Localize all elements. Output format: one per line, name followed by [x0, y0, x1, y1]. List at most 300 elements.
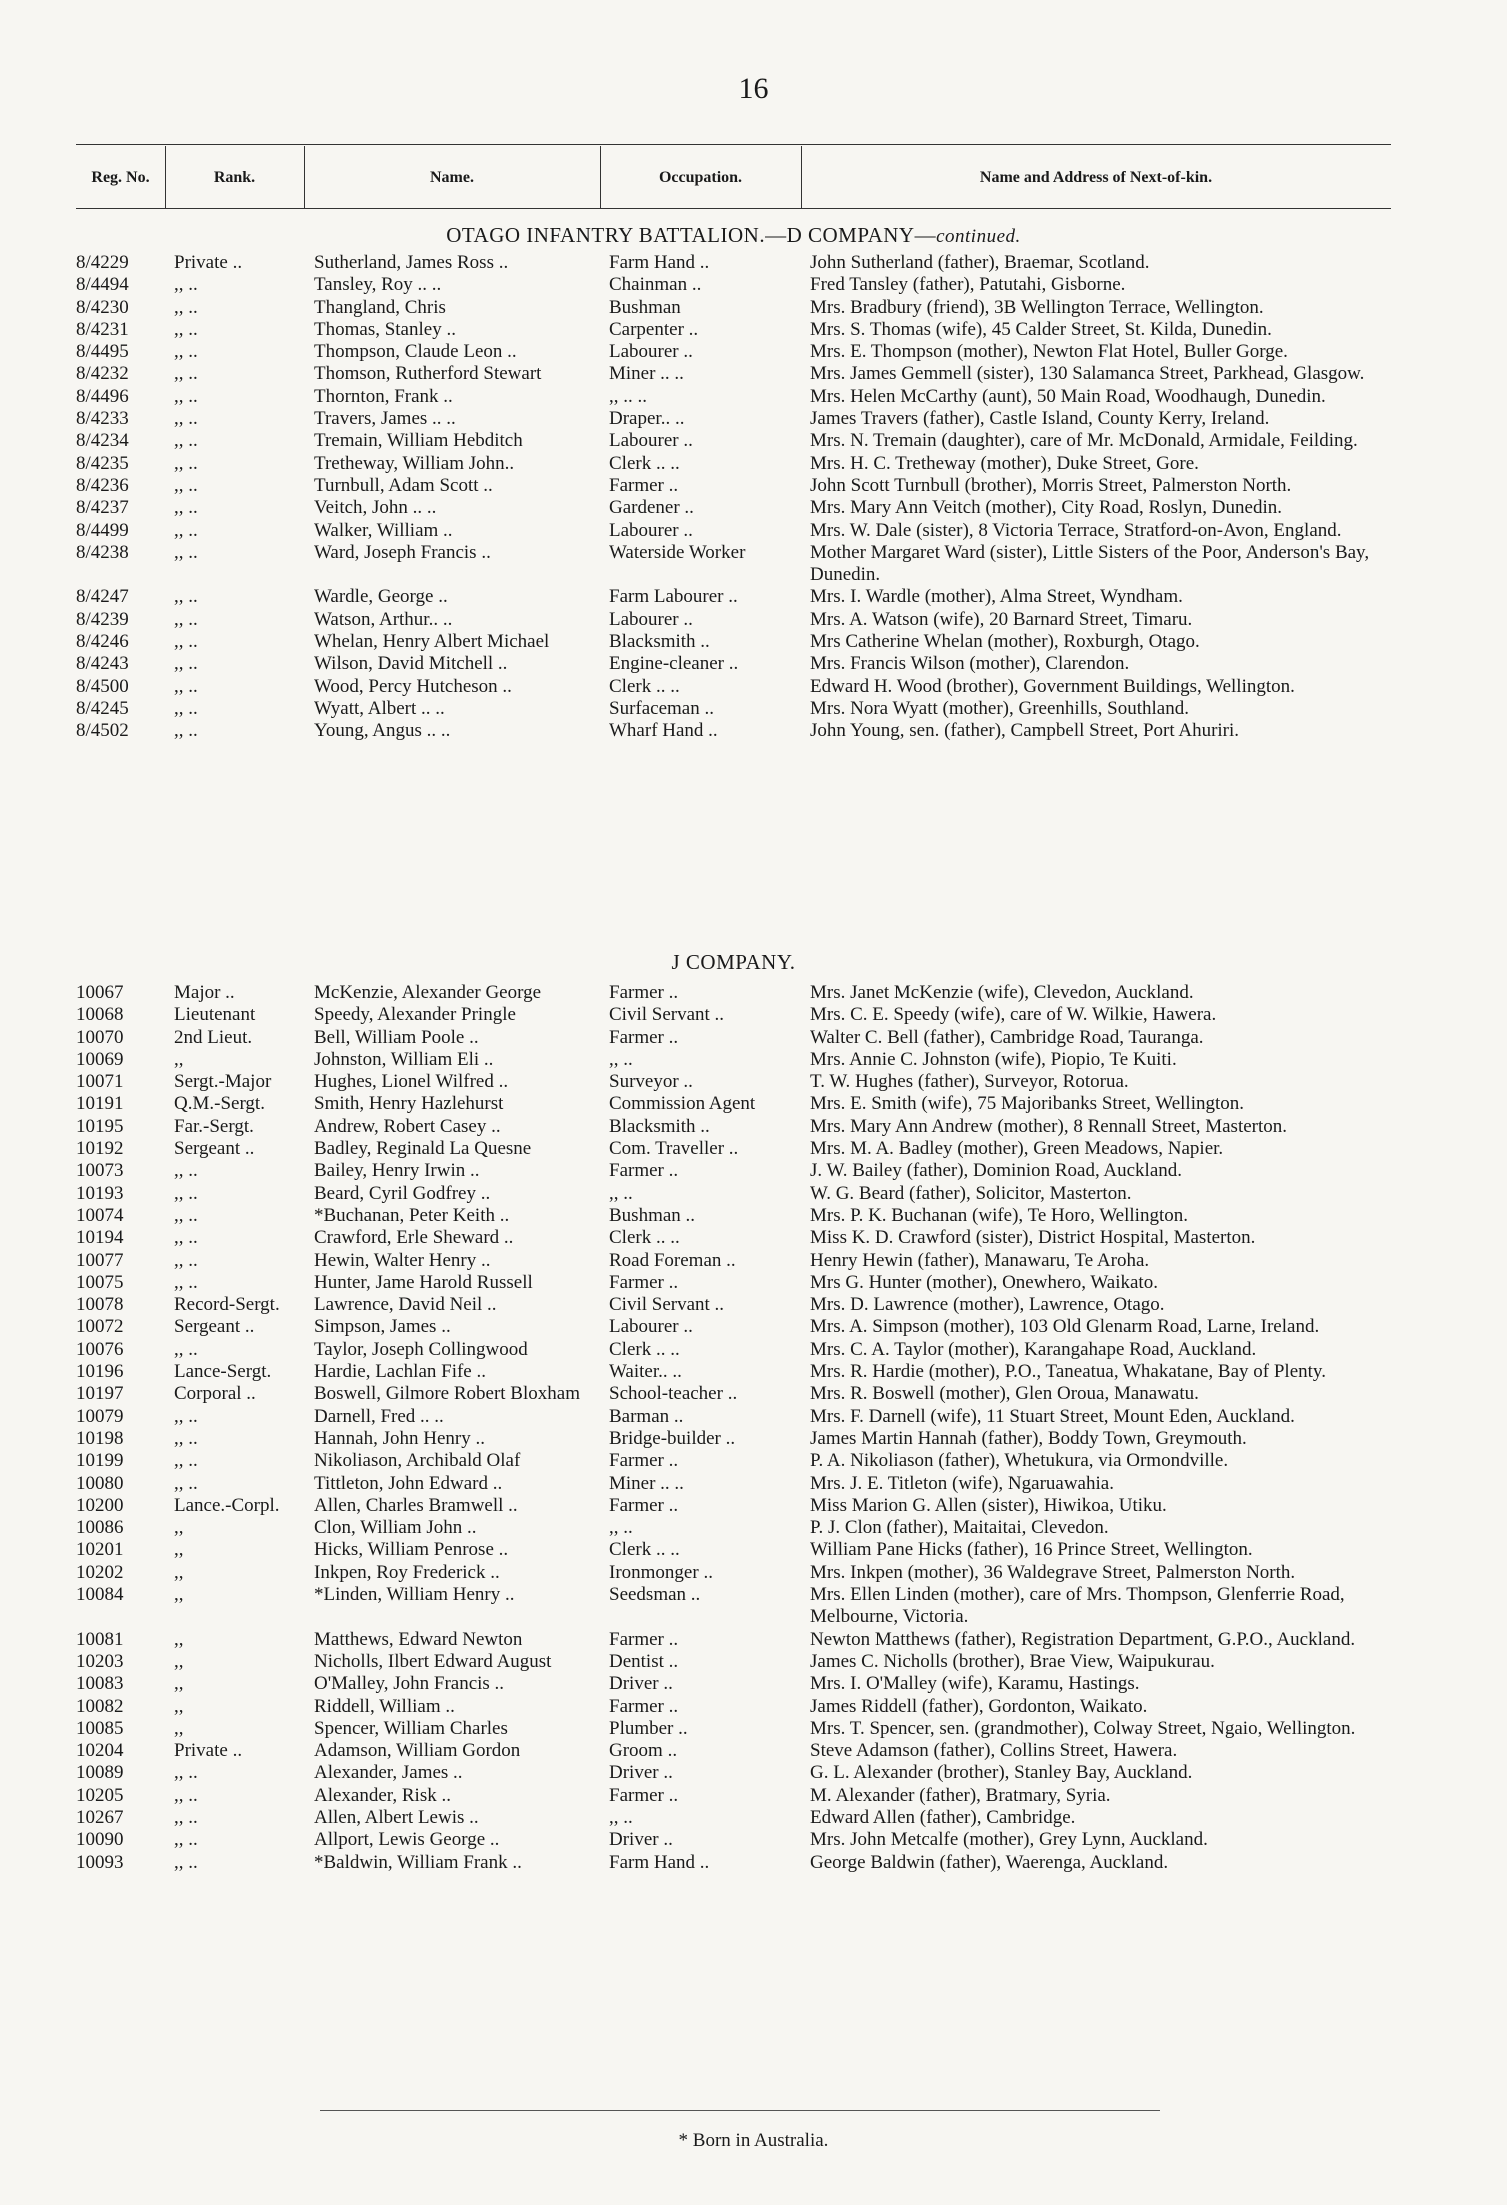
next-of-kin-cell: Mrs. Ellen Linden (mother), care of Mrs. Thompson, Glenferrie Road, Melbourne, Victoria. — [810, 1584, 1345, 1628]
name-cell: Thomas, Stanley .. — [314, 318, 456, 340]
table-row — [76, 1383, 1391, 1405]
occupation-cell: Carpenter .. — [609, 318, 699, 340]
name-cell: McKenzie, Alexander George — [314, 982, 542, 1003]
rank-cell: ,, .. — [174, 675, 198, 697]
section-title-j-company: J COMPANY. — [671, 950, 796, 974]
next-of-kin-cell: Mrs. H. C. Tretheway (mother), Duke Street, Gore. — [810, 452, 1199, 474]
rank-cell: ,, .. — [174, 1829, 198, 1851]
occupation-cell: Civil Servant .. — [609, 1294, 725, 1316]
reg-no-cell: 10200 — [76, 1494, 124, 1516]
table-row — [76, 363, 1391, 385]
name-cell: Simpson, James .. — [314, 1316, 451, 1338]
rank-cell: Sergt.-Major — [174, 1071, 272, 1093]
rank-cell: ,, .. — [174, 1427, 198, 1449]
name-cell: Taylor, Joseph Collingwood — [314, 1338, 528, 1360]
rank-cell: ,, .. — [174, 1204, 198, 1226]
occupation-cell: Dentist .. — [609, 1650, 679, 1672]
reg-no-cell: 8/4239 — [76, 608, 129, 630]
reg-no-cell: 10083 — [76, 1673, 124, 1695]
rank-cell: ,, .. — [174, 1784, 198, 1806]
rank-cell: ,, — [174, 1584, 184, 1606]
table-row — [76, 1696, 1391, 1718]
occupation-cell: Miner .. .. — [609, 363, 684, 385]
occupation-cell: Surfaceman .. — [609, 697, 714, 719]
table-row — [76, 609, 1391, 631]
rank-cell: ,, — [174, 1048, 184, 1070]
name-cell: Alexander, Risk .. — [314, 1784, 451, 1806]
reg-no-cell: 8/4235 — [76, 452, 129, 474]
table-row — [76, 319, 1391, 341]
name-cell: Tremain, William Hebditch — [314, 430, 523, 452]
next-of-kin-cell: Mrs. A. Simpson (mother), 103 Old Glenarm Road, Larne, Ireland. — [810, 1316, 1320, 1338]
occupation-cell: ,, .. — [609, 1806, 633, 1828]
reg-no-cell: 10079 — [76, 1405, 124, 1427]
table-row — [76, 1227, 1391, 1249]
name-cell: Boswell, Gilmore Robert Bloxham — [314, 1383, 580, 1405]
occupation-cell: Labourer .. — [609, 519, 693, 541]
occupation-cell: Labourer .. — [609, 430, 693, 452]
occupation-cell: Farmer .. — [609, 1450, 679, 1472]
name-cell: Hannah, John Henry .. — [314, 1427, 485, 1449]
next-of-kin-cell: John Scott Turnbull (brother), Morris Street, Palmerston North. — [810, 474, 1292, 496]
name-cell: Turnbull, Adam Scott .. — [314, 474, 493, 496]
reg-no-cell: 10070 — [76, 1026, 124, 1048]
table-row — [76, 1316, 1391, 1338]
name-cell: Adamson, William Gordon — [314, 1740, 521, 1762]
table-row — [76, 297, 1391, 319]
table-row — [76, 676, 1391, 698]
table-row — [76, 1027, 1391, 1049]
reg-no-cell: 10197 — [76, 1383, 124, 1405]
rank-cell: ,, — [174, 1561, 184, 1583]
section-title-text: OTAGO INFANTRY BATTALION.—D COMPANY— — [446, 223, 937, 247]
next-of-kin-cell: Mrs. C. E. Speedy (wife), care of W. Wilkie, Hawera. — [810, 1004, 1217, 1026]
occupation-cell: School-teacher .. — [609, 1383, 738, 1405]
name-cell: Allen, Albert Lewis .. — [314, 1806, 479, 1828]
next-of-kin-cell: James Travers (father), Castle Island, County Kerry, Ireland. — [810, 408, 1270, 430]
occupation-cell: Wharf Hand .. — [609, 720, 718, 742]
rank-cell: ,, .. — [174, 1271, 198, 1293]
next-of-kin-cell: Edward H. Wood (brother), Government Buildings, Wellington. — [810, 675, 1295, 697]
table-row — [76, 520, 1391, 542]
next-of-kin-cell: G. L. Alexander (brother), Stanley Bay, Auckland. — [810, 1762, 1193, 1784]
rank-cell: Major .. — [174, 982, 235, 1003]
next-of-kin-cell: William Pane Hicks (father), 16 Prince Street, Wellington. — [810, 1539, 1253, 1561]
reg-no-cell: 8/4243 — [76, 653, 129, 675]
occupation-cell: Farm Labourer .. — [609, 586, 738, 608]
next-of-kin-cell: T. W. Hughes (father), Surveyor, Rotorua. — [810, 1071, 1129, 1093]
next-of-kin-cell: J. W. Bailey (father), Dominion Road, Auckland. — [810, 1160, 1183, 1182]
next-of-kin-cell: Mrs. R. Hardie (mother), P.O., Taneatua, Whakatane, Bay of Plenty. — [810, 1361, 1326, 1383]
table-row — [76, 1339, 1391, 1361]
next-of-kin-cell: John Young, sen. (father), Campbell Street, Port Ahuriri. — [810, 720, 1240, 742]
table-row — [76, 542, 1391, 587]
rank-cell: ,, .. — [174, 1405, 198, 1427]
next-of-kin-cell: Mrs G. Hunter (mother), Onewhero, Waikato. — [810, 1271, 1158, 1293]
reg-no-cell: 10086 — [76, 1517, 124, 1539]
rank-cell: ,, .. — [174, 1851, 198, 1873]
occupation-cell: Clerk .. .. — [609, 1227, 680, 1249]
occupation-cell: Driver .. — [609, 1829, 673, 1851]
rank-cell: ,, .. — [174, 430, 198, 452]
occupation-cell: Bushman .. — [609, 1204, 696, 1226]
reg-no-cell: 10198 — [76, 1427, 124, 1449]
occupation-cell: Waterside Worker — [609, 541, 746, 563]
reg-no-cell: 8/4237 — [76, 497, 129, 519]
table-row — [76, 252, 1391, 274]
occupation-cell: Clerk .. .. — [609, 452, 680, 474]
occupation-cell: Barman .. — [609, 1405, 684, 1427]
table-row — [76, 430, 1391, 452]
reg-no-cell: 8/4233 — [76, 408, 129, 430]
name-cell: Crawford, Erle Sheward .. — [314, 1227, 514, 1249]
reg-no-cell: 8/4232 — [76, 363, 129, 385]
name-cell: Hughes, Lionel Wilfred .. — [314, 1071, 509, 1093]
reg-no-cell: 8/4234 — [76, 430, 129, 452]
next-of-kin-cell: Mrs. J. E. Titleton (wife), Ngaruawahia. — [810, 1472, 1114, 1494]
rank-cell: ,, .. — [174, 1762, 198, 1784]
reg-no-cell: 8/4246 — [76, 631, 129, 653]
section-title-d-company — [76, 223, 1391, 248]
table-row — [76, 1294, 1391, 1316]
next-of-kin-cell: Steve Adamson (father), Collins Street, Hawera. — [810, 1740, 1178, 1762]
occupation-cell: Blacksmith .. — [609, 631, 710, 653]
table-row — [76, 1116, 1391, 1138]
table-row — [76, 720, 1391, 742]
name-cell: Wood, Percy Hutcheson .. — [314, 675, 512, 697]
header-occupation: Occupation. — [658, 169, 743, 186]
rank-cell: Sergeant .. — [174, 1316, 255, 1338]
table-row — [76, 475, 1391, 497]
table-row — [76, 1762, 1391, 1784]
occupation-cell: Civil Servant .. — [609, 1004, 725, 1026]
table-row — [76, 982, 1391, 1004]
next-of-kin-cell: Fred Tansley (father), Patutahi, Gisborne. — [810, 274, 1126, 296]
name-cell: Inkpen, Roy Frederick .. — [314, 1561, 500, 1583]
reg-no-cell: 10078 — [76, 1294, 124, 1316]
occupation-cell: Farmer .. — [609, 474, 679, 496]
reg-no-cell: 8/4230 — [76, 296, 129, 318]
reg-no-cell: 8/4231 — [76, 318, 129, 340]
occupation-cell: Farmer .. — [609, 1628, 679, 1650]
occupation-cell: Farmer .. — [609, 1026, 679, 1048]
name-cell: Thomson, Rutherford Stewart — [314, 363, 542, 385]
rank-cell: ,, — [174, 1628, 184, 1650]
next-of-kin-cell: Mrs. Helen McCarthy (aunt), 50 Main Road, Woodhaugh, Dunedin. — [810, 385, 1326, 407]
reg-no-cell: 10202 — [76, 1561, 124, 1583]
occupation-cell: Clerk .. .. — [609, 675, 680, 697]
next-of-kin-cell: John Sutherland (father), Braemar, Scotland. — [810, 252, 1150, 273]
next-of-kin-cell: Mrs. N. Tremain (daughter), care of Mr. McDonald, Armidale, Feilding. — [810, 430, 1358, 452]
table-row — [76, 631, 1391, 653]
next-of-kin-cell: P. A. Nikoliason (father), Whetukura, via Ormondville. — [810, 1450, 1229, 1472]
rank-cell: ,, .. — [174, 608, 198, 630]
next-of-kin-cell: Mrs. P. K. Buchanan (wife), Te Horo, Wellington. — [810, 1204, 1188, 1226]
rank-cell: ,, .. — [174, 720, 198, 742]
reg-no-cell: 10204 — [76, 1740, 124, 1762]
rank-cell: ,, .. — [174, 697, 198, 719]
occupation-cell: Farm Hand .. — [609, 1851, 710, 1873]
occupation-cell: Driver .. — [609, 1762, 673, 1784]
occupation-cell: Draper.. .. — [609, 408, 685, 430]
name-cell: Thompson, Claude Leon .. — [314, 341, 517, 363]
name-cell: O'Malley, John Francis .. — [314, 1673, 505, 1695]
rank-cell: ,, — [174, 1539, 184, 1561]
rank-cell: ,, .. — [174, 586, 198, 608]
rank-cell: 2nd Lieut. — [174, 1026, 253, 1048]
occupation-cell: Farmer .. — [609, 1271, 679, 1293]
table-row — [76, 1450, 1391, 1472]
occupation-cell: Ironmonger .. — [609, 1561, 713, 1583]
rank-cell: ,, — [174, 1650, 184, 1672]
reg-no-cell: 10067 — [76, 982, 124, 1003]
table-row — [76, 1004, 1391, 1026]
name-cell: Tittleton, John Edward .. — [314, 1472, 503, 1494]
table-row — [76, 1272, 1391, 1294]
rank-cell: ,, .. — [174, 474, 198, 496]
next-of-kin-cell: Mrs. E. Thompson (mother), Newton Flat Hotel, Buller Gorge. — [810, 341, 1288, 363]
name-cell: Hewin, Walter Henry .. — [314, 1249, 491, 1271]
name-cell: Nicholls, Ilbert Edward August — [314, 1650, 552, 1672]
occupation-cell: Clerk .. .. — [609, 1338, 680, 1360]
next-of-kin-cell: Mrs. M. A. Badley (mother), Green Meadows, Napier. — [810, 1138, 1224, 1160]
occupation-cell: Bushman — [609, 296, 681, 318]
rank-cell: Lance.-Corpl. — [174, 1494, 280, 1516]
rank-cell: ,, .. — [174, 274, 198, 296]
name-cell: Nikoliason, Archibald Olaf — [314, 1450, 521, 1472]
reg-no-cell: 10192 — [76, 1138, 124, 1160]
rank-cell: Far.-Sergt. — [174, 1115, 254, 1137]
table-row — [76, 698, 1391, 720]
occupation-cell: ,, .. — [609, 1517, 633, 1539]
next-of-kin-cell: M. Alexander (father), Bratmary, Syria. — [810, 1784, 1111, 1806]
name-cell: Wilson, David Mitchell .. — [314, 653, 508, 675]
reg-no-cell: 10071 — [76, 1071, 124, 1093]
next-of-kin-cell: Miss Marion G. Allen (sister), Hiwikoa, Utiku. — [810, 1494, 1167, 1516]
table-row — [76, 1673, 1391, 1695]
rank-cell: ,, .. — [174, 631, 198, 653]
table-row — [76, 1718, 1391, 1740]
rank-cell: ,, .. — [174, 1338, 198, 1360]
next-of-kin-cell: Newton Matthews (father), Registration Department, G.P.O., Auckland. — [810, 1628, 1356, 1650]
reg-no-cell: 10205 — [76, 1784, 124, 1806]
occupation-cell: Waiter.. .. — [609, 1361, 682, 1383]
rank-cell: ,, — [174, 1673, 184, 1695]
d-company-table — [76, 252, 1391, 743]
reg-no-cell: 10082 — [76, 1695, 124, 1717]
reg-no-cell: 8/4245 — [76, 697, 129, 719]
reg-no-cell: 10085 — [76, 1717, 124, 1739]
table-row — [76, 1205, 1391, 1227]
header-reg-no: Reg. No. — [91, 169, 150, 186]
next-of-kin-cell: W. G. Beard (father), Solicitor, Masterton. — [810, 1182, 1132, 1204]
reg-no-cell: 10193 — [76, 1182, 124, 1204]
reg-no-cell: 10075 — [76, 1271, 124, 1293]
next-of-kin-cell: James C. Nicholls (brother), Brae View, Waipukurau. — [810, 1650, 1215, 1672]
occupation-cell: Farmer .. — [609, 1784, 679, 1806]
footnote-rule — [320, 2110, 1160, 2111]
reg-no-cell: 8/4500 — [76, 675, 129, 697]
rank-cell: ,, .. — [174, 1249, 198, 1271]
occupation-cell: Surveyor .. — [609, 1071, 693, 1093]
occupation-cell: Labourer .. — [609, 341, 693, 363]
occupation-cell: ,, .. .. — [609, 385, 647, 407]
occupation-cell: Bridge-builder .. — [609, 1427, 736, 1449]
name-cell: Thangland, Chris — [314, 296, 446, 318]
reg-no-cell: 8/4229 — [76, 252, 129, 273]
table-row — [76, 1138, 1391, 1160]
reg-no-cell: 10076 — [76, 1338, 124, 1360]
table-row — [76, 1852, 1391, 1874]
table-row — [76, 1629, 1391, 1651]
occupation-cell: Engine-cleaner .. — [609, 653, 739, 675]
table-row — [76, 408, 1391, 430]
table-row — [76, 1049, 1391, 1071]
name-cell: Ward, Joseph Francis .. — [314, 541, 491, 563]
table-row — [76, 1406, 1391, 1428]
name-cell: Young, Angus .. .. — [314, 720, 451, 742]
table-row — [76, 1740, 1391, 1762]
table-row — [76, 1562, 1391, 1584]
rank-cell: ,, .. — [174, 318, 198, 340]
occupation-cell: Farmer .. — [609, 1160, 679, 1182]
rank-cell: ,, .. — [174, 341, 198, 363]
reg-no-cell: 10089 — [76, 1762, 124, 1784]
table-row — [76, 1093, 1391, 1115]
name-cell: Alexander, James .. — [314, 1762, 463, 1784]
next-of-kin-cell: Mrs. I. Wardle (mother), Alma Street, Wyndham. — [810, 586, 1183, 608]
name-cell: Bailey, Henry Irwin .. — [314, 1160, 480, 1182]
table-row — [76, 1785, 1391, 1807]
rank-cell: Lieutenant — [174, 1004, 256, 1026]
reg-no-cell: 10093 — [76, 1851, 124, 1873]
next-of-kin-cell: Mrs. C. A. Taylor (mother), Karangahape Road, Auckland. — [810, 1338, 1257, 1360]
next-of-kin-cell: George Baldwin (father), Waerenga, Auckland. — [810, 1851, 1169, 1873]
header-top-rule — [76, 144, 1391, 145]
rank-cell: ,, .. — [174, 296, 198, 318]
table-row — [76, 1495, 1391, 1517]
name-cell: Darnell, Fred .. .. — [314, 1405, 444, 1427]
next-of-kin-cell: Mrs. Annie C. Johnston (wife), Piopio, Te Kuiti. — [810, 1048, 1177, 1070]
rank-cell: ,, .. — [174, 541, 198, 563]
occupation-cell: Labourer .. — [609, 608, 693, 630]
reg-no-cell: 10191 — [76, 1093, 124, 1115]
table-row — [76, 497, 1391, 519]
next-of-kin-cell: Mrs. S. Thomas (wife), 45 Calder Street, St. Kilda, Dunedin. — [810, 318, 1272, 340]
table-row — [76, 1807, 1391, 1829]
rank-cell: ,, — [174, 1717, 184, 1739]
table-row — [76, 1539, 1391, 1561]
table-row — [76, 274, 1391, 296]
name-cell: Allen, Charles Bramwell .. — [314, 1494, 518, 1516]
reg-no-cell: 8/4502 — [76, 720, 129, 742]
table-row — [76, 1517, 1391, 1539]
reg-no-cell: 10194 — [76, 1227, 124, 1249]
name-cell: Hardie, Lachlan Fife .. — [314, 1361, 486, 1383]
rank-cell: ,, .. — [174, 519, 198, 541]
occupation-cell: Driver .. — [609, 1673, 673, 1695]
rank-cell: ,, .. — [174, 1160, 198, 1182]
name-cell: Clon, William John .. — [314, 1517, 477, 1539]
table-row — [76, 1361, 1391, 1383]
reg-no-cell: 10072 — [76, 1316, 124, 1338]
reg-no-cell: 8/4247 — [76, 586, 129, 608]
table-row — [76, 1651, 1391, 1673]
next-of-kin-cell: Mrs. R. Boswell (mother), Glen Oroua, Manawatu. — [810, 1383, 1199, 1405]
reg-no-cell: 10068 — [76, 1004, 124, 1026]
reg-no-cell: 10077 — [76, 1249, 124, 1271]
rank-cell: Private .. — [174, 252, 243, 273]
next-of-kin-cell: Mrs. Mary Ann Andrew (mother), 8 Rennall Street, Masterton. — [810, 1115, 1288, 1137]
rank-cell: ,, .. — [174, 1227, 198, 1249]
next-of-kin-cell: Mrs. I. O'Malley (wife), Karamu, Hastings. — [810, 1673, 1140, 1695]
reg-no-cell: 10203 — [76, 1650, 124, 1672]
reg-no-cell: 8/4496 — [76, 385, 129, 407]
occupation-cell: Chainman .. — [609, 274, 702, 296]
table-row — [76, 1829, 1391, 1851]
table-row — [76, 653, 1391, 675]
name-cell: Smith, Henry Hazlehurst — [314, 1093, 504, 1115]
name-cell: Andrew, Robert Casey .. — [314, 1115, 501, 1137]
reg-no-cell: 10074 — [76, 1204, 124, 1226]
table-row — [76, 1428, 1391, 1450]
next-of-kin-cell: Mrs. Nora Wyatt (mother), Greenhills, Southland. — [810, 697, 1189, 719]
reg-no-cell: 8/4238 — [76, 541, 129, 563]
reg-no-cell: 8/4499 — [76, 519, 129, 541]
next-of-kin-cell: Henry Hewin (father), Manawaru, Te Aroha. — [810, 1249, 1150, 1271]
next-of-kin-cell: James Martin Hannah (father), Boddy Town, Greymouth. — [810, 1427, 1247, 1449]
name-cell: Wyatt, Albert .. .. — [314, 697, 445, 719]
next-of-kin-cell: Mrs. Inkpen (mother), 36 Waldegrave Street, Palmerston North. — [810, 1561, 1296, 1583]
name-cell: Badley, Reginald La Quesne — [314, 1138, 532, 1160]
name-cell: Spencer, William Charles — [314, 1717, 508, 1739]
rank-cell: ,, .. — [174, 1450, 198, 1472]
reg-no-cell: 10267 — [76, 1806, 124, 1828]
header-name: Name. — [430, 169, 474, 186]
next-of-kin-cell: Mrs. T. Spencer, sen. (grandmother), Colway Street, Ngaio, Wellington. — [810, 1717, 1356, 1739]
reg-no-cell: 10201 — [76, 1539, 124, 1561]
table-row — [76, 1160, 1391, 1182]
table-row — [76, 1071, 1391, 1093]
rank-cell: Lance-Sergt. — [174, 1361, 272, 1383]
name-cell: Johnston, William Eli .. — [314, 1048, 494, 1070]
name-cell: Lawrence, David Neil .. — [314, 1294, 497, 1316]
occupation-cell: Clerk .. .. — [609, 1539, 680, 1561]
occupation-cell: Seedsman .. — [609, 1584, 701, 1606]
rank-cell: Sergeant .. — [174, 1138, 255, 1160]
name-cell: Speedy, Alexander Pringle — [314, 1004, 516, 1026]
name-cell: Bell, William Poole .. — [314, 1026, 479, 1048]
name-cell: Allport, Lewis George .. — [314, 1829, 500, 1851]
next-of-kin-cell: Mrs Catherine Whelan (mother), Roxburgh, Otago. — [810, 631, 1200, 653]
name-cell: *Baldwin, William Frank .. — [314, 1851, 522, 1873]
next-of-kin-cell: Mrs. Janet McKenzie (wife), Clevedon, Auckland. — [810, 982, 1194, 1003]
name-cell: Watson, Arthur.. .. — [314, 608, 453, 630]
reg-no-cell: 10084 — [76, 1584, 124, 1606]
table-row — [76, 1183, 1391, 1205]
reg-no-cell: 10199 — [76, 1450, 124, 1472]
reg-no-cell: 10080 — [76, 1472, 124, 1494]
next-of-kin-cell: Mrs. James Gemmell (sister), 130 Salamanca Street, Parkhead, Glasgow. — [810, 363, 1365, 385]
header-rank: Rank. — [213, 169, 256, 186]
occupation-cell: Road Foreman .. — [609, 1249, 736, 1271]
reg-no-cell: 8/4495 — [76, 341, 129, 363]
name-cell: Hicks, William Penrose .. — [314, 1539, 509, 1561]
occupation-cell: Farm Hand .. — [609, 252, 710, 273]
name-cell: Walker, William .. — [314, 519, 453, 541]
reg-no-cell: 8/4494 — [76, 274, 129, 296]
next-of-kin-cell: Mrs. Mary Ann Veitch (mother), City Road, Roslyn, Dunedin. — [810, 497, 1282, 519]
